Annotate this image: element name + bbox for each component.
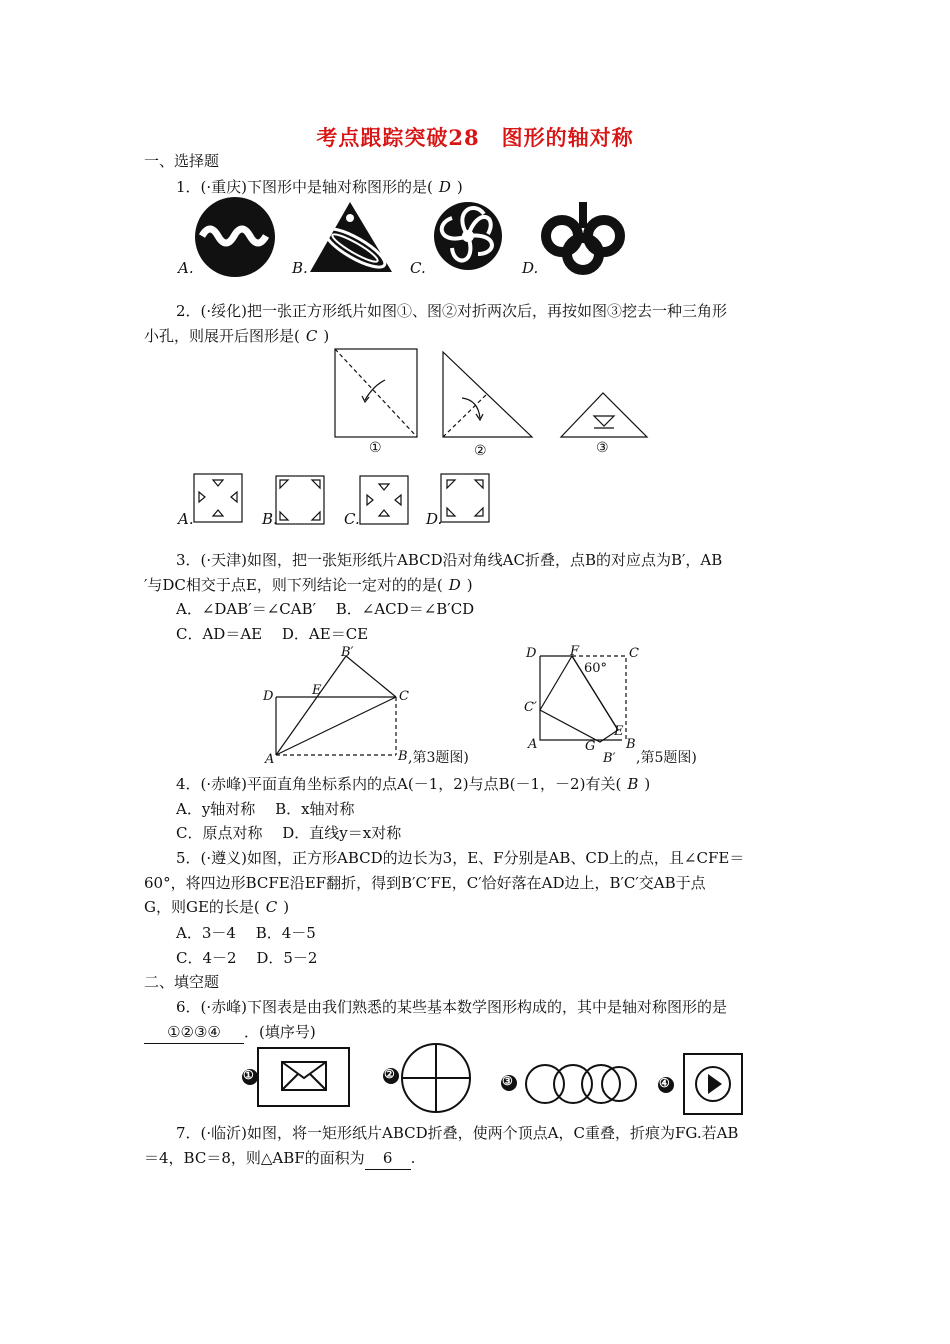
section-heading-fill: 二、填空题 bbox=[144, 973, 220, 991]
question-6-tail: ．(填序号) bbox=[244, 1023, 316, 1041]
question-4-stem: 4．(·赤峰)平面直角坐标系内的点A(－1，2)与点B(－1，－2)有关( bbox=[176, 775, 622, 793]
q6-fig1-flap bbox=[282, 1062, 326, 1078]
question-3-options-1: A．∠DAB′＝∠CAB′ B．∠ACD＝∠B′CD bbox=[176, 600, 475, 618]
q5-figure-caption: ,第5题图) bbox=[636, 750, 697, 766]
q1-option-a-label: A. bbox=[178, 259, 194, 277]
q3-point-b-prime: B′ bbox=[341, 645, 354, 660]
q2-fig1-label: ① bbox=[369, 440, 382, 456]
q2-option-a-label: A. bbox=[178, 510, 194, 528]
q2-option-b-label: B. bbox=[262, 510, 278, 528]
q2-option-d-label: D. bbox=[426, 510, 443, 528]
question-7-stem: ＝4，BC＝8，则△ABF的面积为 bbox=[144, 1149, 365, 1167]
question-4-close: ) bbox=[644, 775, 651, 793]
question-2-stem: 小孔，则展开后图形是( bbox=[144, 327, 300, 345]
q5-point-e: E bbox=[614, 724, 624, 739]
q6-fig1-label: ① bbox=[243, 1068, 254, 1082]
question-6-answer: ①②③④ bbox=[144, 1021, 244, 1044]
question-5-stem: G，则GE的长是( bbox=[144, 898, 260, 916]
question-7-line-2 bbox=[144, 1147, 415, 1170]
q3-point-a: A bbox=[265, 752, 275, 767]
question-7-answer: 6 bbox=[365, 1147, 411, 1170]
q5-angle-label: 60° bbox=[584, 661, 608, 676]
question-1-answer: D bbox=[438, 178, 451, 196]
q1-option-b-label: B. bbox=[292, 259, 308, 277]
q5-point-f: F bbox=[570, 644, 580, 659]
q6-fig3-label: ③ bbox=[502, 1074, 513, 1088]
question-3-close: ) bbox=[466, 576, 473, 594]
q6-fig4-label: ④ bbox=[659, 1076, 670, 1090]
question-4-options-2: C．原点对称 D．直线y＝x对称 bbox=[176, 824, 402, 842]
question-1-stem: 1．(·重庆)下图形中是轴对称图形的是( bbox=[176, 178, 433, 196]
q3-point-d: D bbox=[263, 689, 274, 704]
q3-figure-caption: ,第3题图) bbox=[408, 750, 469, 766]
question-7-tail: . bbox=[410, 1149, 416, 1167]
question-1-close: ) bbox=[456, 178, 463, 196]
q5-point-b-prime: B′ bbox=[603, 751, 616, 766]
question-4-options-1: A．y轴对称 B．x轴对称 bbox=[176, 800, 355, 818]
question-3-options-2: C．AD＝AE D．AE＝CE bbox=[176, 625, 369, 643]
question-2-answer: C bbox=[305, 327, 318, 345]
q1-option-d-label: D. bbox=[522, 259, 539, 277]
question-3-line-1: 3．(·天津)如图，把一张矩形纸片ABCD沿对角线AC折叠，点B的对应点为B′，AB bbox=[176, 551, 723, 569]
q2-fig2-label: ② bbox=[474, 443, 487, 459]
q2-option-c-label: C. bbox=[344, 510, 360, 528]
question-5-line-1: 5．(·遵义)如图，正方形ABCD的边长为3，E、F分别是AB、CD上的点，且∠CFE＝ bbox=[176, 849, 745, 867]
question-6-line-1: 6．(·赤峰)下图表是由我们熟悉的某些基本数学图形构成的，其中是轴对称图形的是 bbox=[176, 998, 728, 1016]
question-5-answer: C bbox=[265, 898, 278, 916]
q5-point-d: D bbox=[526, 646, 537, 661]
question-3-stem: ′与DC相交于点E，则下列结论一定对的的是( bbox=[144, 576, 443, 594]
q3-point-e: E bbox=[312, 683, 322, 698]
q5-point-a: A bbox=[528, 737, 538, 752]
question-5-options-2: C．4－2 D．5－2 bbox=[176, 949, 318, 967]
q3-point-c: C bbox=[399, 689, 409, 704]
page-title: 考点跟踪突破28 图形的轴对称 bbox=[316, 125, 634, 150]
question-5-line-2: 60°，将四边形BCFE沿EF翻折，得到B′C′FE，C′恰好落在AD边上，B′C′交AB于点 bbox=[144, 874, 706, 892]
q6-fig4-play-icon bbox=[708, 1074, 722, 1094]
q6-fig2-label: ② bbox=[384, 1067, 395, 1081]
question-2-line-1: 2．(·绥化)把一张正方形纸片如图①、图②对折两次后，再按如图③挖去一种三角形 bbox=[176, 302, 728, 320]
question-5-options-1: A．3－4 B．4－5 bbox=[176, 924, 316, 942]
q1-option-c-label: C. bbox=[410, 259, 426, 277]
q3-point-b: B bbox=[398, 749, 408, 764]
question-2-close: ) bbox=[323, 327, 330, 345]
q5-point-c: C bbox=[629, 646, 639, 661]
question-3-answer: D bbox=[448, 576, 461, 594]
q5-point-g: G bbox=[585, 739, 596, 754]
question-7-line-1: 7．(·临沂)如图，将一矩形纸片ABCD折叠，使两个顶点A，C重叠，折痕为FG.若AB bbox=[176, 1124, 739, 1142]
q5-point-b: B bbox=[626, 737, 636, 752]
q2-fig3-label: ③ bbox=[596, 440, 609, 456]
question-4-answer: B bbox=[627, 775, 639, 793]
question-5-close: ) bbox=[283, 898, 290, 916]
section-heading-choice: 一、选择题 bbox=[144, 152, 220, 170]
q5-point-c-prime: C′ bbox=[524, 700, 537, 715]
